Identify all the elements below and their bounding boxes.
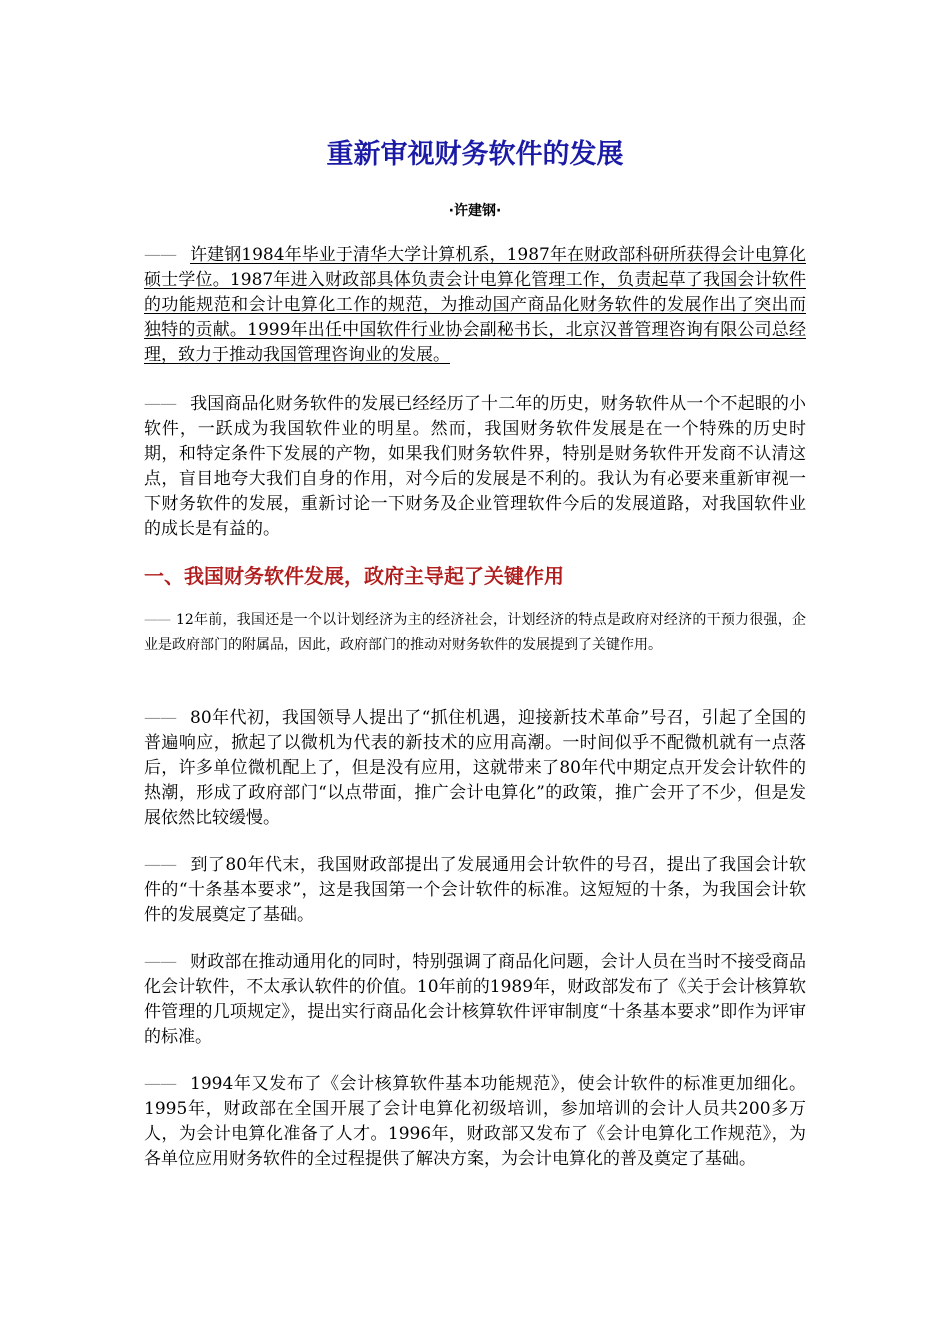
para-lead-dash: —— [144, 855, 176, 875]
section-paragraph-2 [144, 706, 806, 831]
document-title: 重新审视财务软件的发展 [326, 139, 624, 170]
section-paragraph-1 [144, 608, 806, 658]
paragraph-text: 1994年又发布了《会计核算软件基本功能规范》，使会计软件的标准更加细化。1995年，财政部在全国开展了会计电算化初级培训，参加培训的会计人员共200多万人，为会计电算化准备了人才。1996年，财政部又发布了《会计电算化工作规范》，为各单位应用财务软件的全过程提供了解决方案，为会计电算化的普及奠定了基础。 [144, 1074, 806, 1169]
section-paragraph-4 [144, 950, 806, 1050]
para-lead-dash: —— [144, 708, 176, 728]
intro-paragraph [144, 392, 806, 542]
paragraph-text: 80年代初，我国领导人提出了“抓住机遇，迎接新技术革命”号召，引起了全国的普遍响应，掀起了以微机为代表的新技术的应用高潮。一时间似乎不配微机就有一点落后，许多单位微机配上了，但是没有应用，这就带来了80年代中期定点开发会计软件的热潮，形成了政府部门“以点带面，推广会计电算化”的政策，推广会开了不少，但是发展依然比较缓慢。 [144, 708, 806, 828]
section-paragraph-5 [144, 1072, 806, 1172]
bio-lead-dash: —— [144, 245, 176, 265]
bio-text: 许建钢1984年毕业于清华大学计算机系，1987年在财政部科研所获得会计电算化硕士学位。1987年进入财政部具体负责会计电算化管理工作，负责起草了我国会计软件的功能规范和会计电算化工作的规范，为推动国产商品化财务软件的发展作出了突出而独特的贡献。1999年出任中国软件行业协会副秘书长，北京汉普管理咨询有限公司总经理，致力于推动我国管理咨询业的发展。 [144, 245, 806, 365]
paragraph-text: 到了80年代末，我国财政部提出了发展通用会计软件的号召，提出了我国会计软件的“十条基本要求”，这是我国第一个会计软件的标准。这短短的十条，为我国会计软件的发展奠定了基础。 [144, 855, 806, 925]
paragraph-text: 财政部在推动通用化的同时，特别强调了商品化问题，会计人员在当时不接受商品化会计软件，不太承认软件的价值。10年前的1989年，财政部发布了《关于会计核算软件管理的几项规定》，提出实行商品化会计核算软件评审制度“十条基本要求”即作为评审的标准。 [144, 952, 806, 1047]
section-paragraph-3 [144, 853, 806, 928]
paragraph-text: 12年前，我国还是一个以计划经济为主的经济社会，计划经济的特点是政府对经济的干预力很强，企业是政府部门的附属品，因此，政府部门的推动对财务软件的发展提到了关键作用。 [144, 612, 806, 653]
para-lead-dash: —— [144, 952, 176, 972]
para-lead-dash: —— [144, 1074, 176, 1094]
para-lead-dash: —— [144, 612, 170, 628]
intro-text: 我国商品化财务软件的发展已经经历了十二年的历史，财务软件从一个不起眼的小软件，一跃成为我国软件业的明星。然而，我国财务软件发展是在一个特殊的历史时期，和特定条件下发展的产物，如果我们财务软件界，特别是财务软件开发商不认清这点，盲目地夸大我们自身的作用，对今后的发展是不利的。我认为有必要来重新审视一下财务软件的发展，重新讨论一下财务及企业管理软件今后的发展道路，对我国软件业的成长是有益的。 [144, 394, 806, 539]
author-byline: ·许建钢· [448, 203, 502, 219]
intro-lead-dash: —— [144, 394, 176, 414]
section-heading: 一、我国财务软件发展，政府主导起了关键作用 [144, 564, 564, 588]
author-bio [144, 243, 806, 368]
